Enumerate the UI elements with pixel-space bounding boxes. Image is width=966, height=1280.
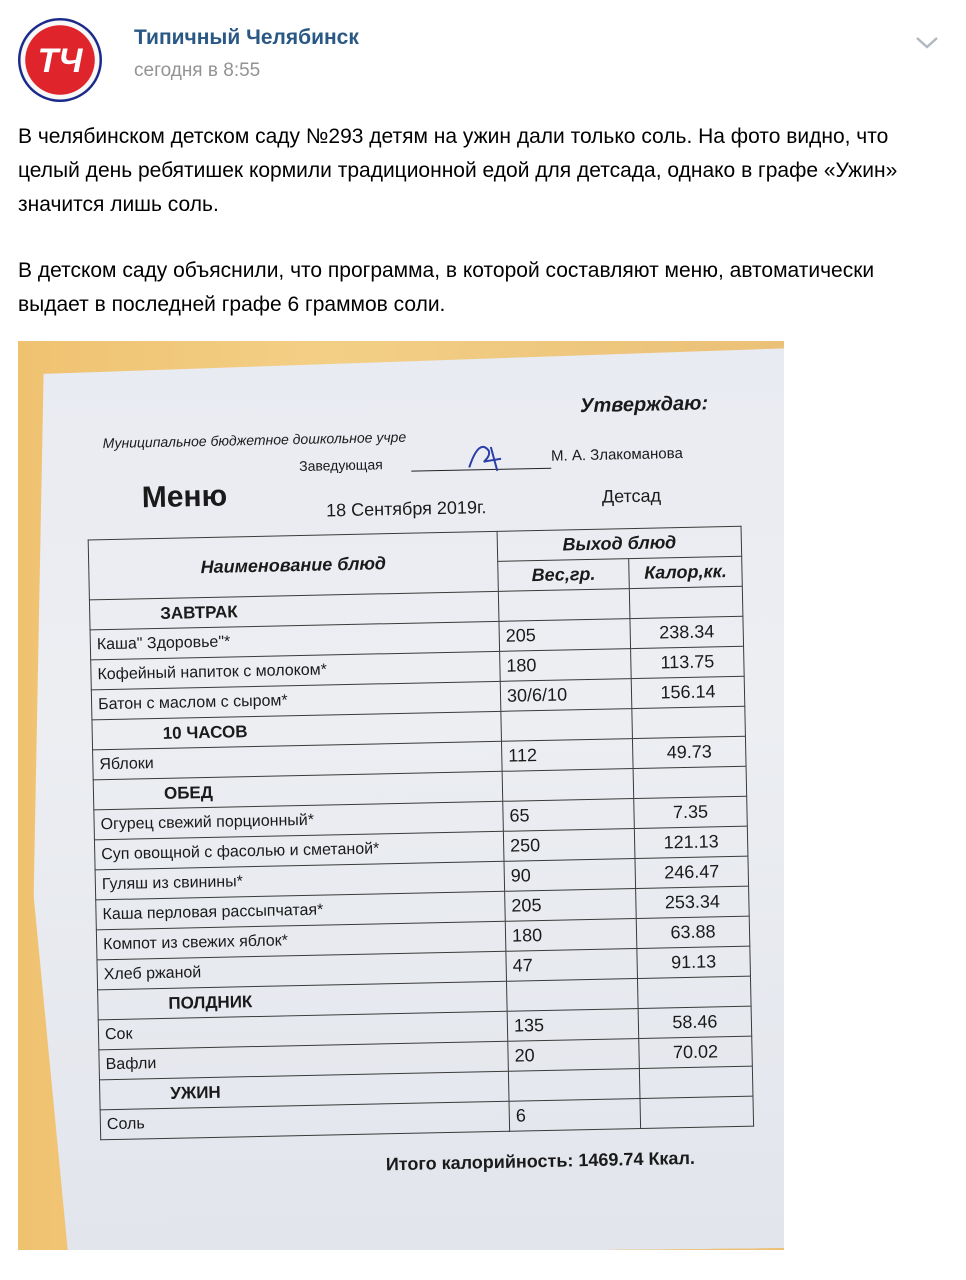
post-text <box>18 120 938 354</box>
menu-table <box>88 526 754 1141</box>
section-title: ПОЛДНИК <box>98 981 508 1020</box>
post-photo[interactable] <box>18 341 784 1250</box>
empty-cell <box>639 1066 753 1098</box>
dish-weight: 205 <box>505 889 637 922</box>
dish-weight: 6 <box>509 1098 641 1131</box>
dish-calories: 156.14 <box>631 676 745 708</box>
section-title: ОБЕД <box>93 771 503 810</box>
dish-calories: 7.35 <box>634 796 748 828</box>
dish-calories: 246.47 <box>635 856 749 888</box>
dish-name: Гуляш из свинины* <box>95 861 505 900</box>
empty-cell <box>633 766 747 798</box>
dish-calories: 121.13 <box>634 826 748 858</box>
post-paragraph: В челябинском детском саду №293 детям на ужин дали только соль. На фото видно, что целый день ребятишек кормили традиционной едой для детсада, однако в графе «Ужин» значится лишь соль. <box>18 125 898 216</box>
approve-label: Утверждаю: <box>579 392 709 418</box>
empty-cell <box>632 706 746 738</box>
dish-calories: 113.75 <box>631 646 745 678</box>
head-label: Заведующая <box>299 456 383 474</box>
dish-weight: 205 <box>499 619 631 652</box>
signature-mark <box>461 436 532 477</box>
dish-weight: 135 <box>507 1009 639 1042</box>
dish-name: Каша" Здоровье"* <box>90 621 500 660</box>
dish-calories: 58.46 <box>638 1006 752 1038</box>
dish-name: Компот из свежих яблок* <box>96 921 506 960</box>
empty-cell <box>508 1069 640 1102</box>
empty-cell <box>507 979 639 1012</box>
head-name: М. А. Злакоманова <box>550 444 683 465</box>
menu-place: Детсад <box>601 485 662 507</box>
dish-weight: 112 <box>501 739 633 772</box>
dish-weight: 90 <box>504 859 636 892</box>
empty-cell <box>498 589 630 622</box>
dish-name: Яблоки <box>93 741 503 780</box>
dish-weight: 30/6/10 <box>500 679 632 712</box>
dish-weight: 20 <box>508 1039 640 1072</box>
dish-name: Вафли <box>99 1041 509 1080</box>
dish-name: Сок <box>98 1011 508 1050</box>
dish-name: Кофейный напиток с молоком* <box>91 651 501 690</box>
dish-weight: 65 <box>503 799 635 832</box>
menu-title: Меню <box>141 479 228 515</box>
dish-name: Суп овощной с фасолью и сметаной* <box>94 831 504 870</box>
col-output-header: Выход блюд <box>497 526 742 561</box>
dish-calories: 238.34 <box>630 616 744 648</box>
dish-name: Огурец свежий порционный* <box>94 801 504 840</box>
empty-cell <box>629 586 743 618</box>
dish-name: Хлеб ржаной <box>97 951 507 990</box>
total-calories: Итого калорийность: 1469.74 Ккал. <box>385 1147 696 1175</box>
col-weight-header: Вес,гр. <box>498 559 630 592</box>
dish-weight: 47 <box>506 949 638 982</box>
dish-calories: 63.88 <box>636 916 750 948</box>
logo-text: ТЧ <box>37 42 83 80</box>
dish-calories: 253.34 <box>636 886 750 918</box>
menu-date: 18 Сентября 2019г. <box>325 497 487 521</box>
dish-weight: 250 <box>503 829 635 862</box>
dish-name: Каша перловая рассыпчатая* <box>96 891 506 930</box>
community-logo <box>18 18 102 102</box>
post-header <box>18 18 948 102</box>
community-avatar[interactable] <box>18 18 102 102</box>
col-name-header: Наименование блюд <box>88 531 498 600</box>
empty-cell <box>501 709 633 742</box>
dish-calories <box>640 1096 754 1128</box>
section-title: УЖИН <box>99 1071 509 1110</box>
post-paragraph: В детском саду объяснили, что программа, в которой составляют меню, автоматически выдает в последней графе 6 граммов соли. <box>18 259 875 316</box>
dish-calories: 49.73 <box>632 736 746 768</box>
section-title: ЗАВТРАК <box>89 591 499 630</box>
dish-name: Соль <box>100 1101 510 1140</box>
col-cal-header: Калор,кк. <box>629 556 743 588</box>
empty-cell <box>637 976 751 1008</box>
chevron-down-icon[interactable] <box>914 32 940 52</box>
dish-calories: 91.13 <box>637 946 751 978</box>
dish-weight: 180 <box>500 649 632 682</box>
menu-document <box>18 341 784 1250</box>
dish-name: Батон с маслом с сыром* <box>91 681 501 720</box>
institution-name: Муниципальное бюджетное дошкольное учре <box>102 428 407 452</box>
dish-weight: 180 <box>505 919 637 952</box>
author-name[interactable]: Типичный Челябинск <box>134 26 359 49</box>
empty-cell <box>502 769 634 802</box>
section-title: 10 ЧАСОВ <box>92 711 502 750</box>
dish-calories: 70.02 <box>639 1036 753 1068</box>
post-time[interactable]: сегодня в 8:55 <box>134 60 261 81</box>
